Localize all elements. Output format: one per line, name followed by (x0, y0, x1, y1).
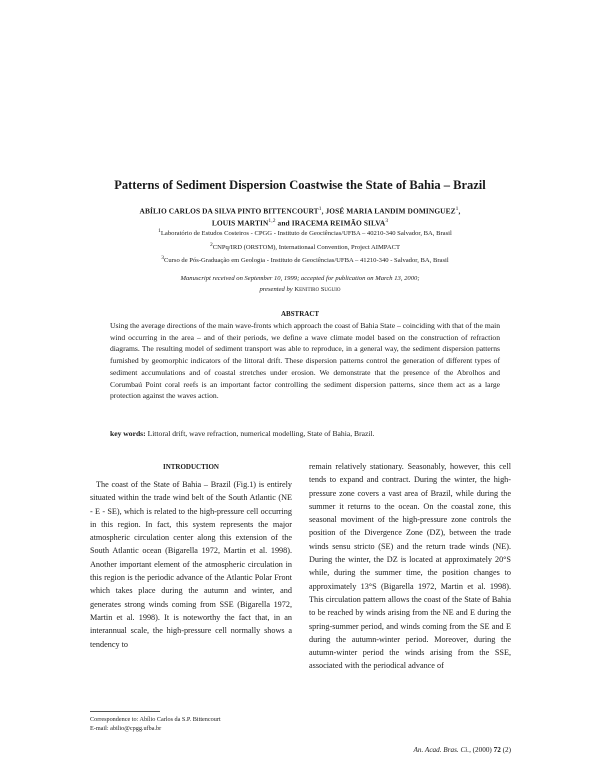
author-name: ABÍLIO CARLOS DA SILVA PINTO BITTENCOURT (139, 206, 319, 216)
volume-number: 72 (493, 746, 501, 754)
correspondence-footnote: Correspondence to: Abílio Carlos da S.P. Bittencourt (90, 716, 221, 723)
paper-title: Patterns of Sediment Dispersion Coastwise the State of Bahia – Brazil (114, 178, 486, 192)
abstract-heading: ABSTRACT (280, 310, 320, 318)
manuscript-dates (100, 274, 500, 295)
body-column-left (90, 478, 292, 651)
affiliation-line: $^3$Curso de Pós-Graduação em Geologia - Instituto de Geociências/UFBA – 41210-340 - Salvador, BA, Brasil (161, 255, 449, 265)
footnote-rule (90, 711, 160, 712)
affiliation-line: $^1$Laboratório de Estudos Costeiros - CPGG - Instituto de Geociências/UFBA – 40210-340 Salvador, BA, Brasil (158, 228, 452, 238)
intro-paragraph-left: The coast of the State of Bahia – Brazil (Fig.1) is entirely situated within the trade wind belt of the South Atlantic (NE - E - SE), which is related to the high-pressure cell occurring in this region. In fact, this system represents the major atmospheric circulation center along this extension of the South Atlantic ocean (Bigarella 1972, Martin et al. 1998). Another important element of the atmospheric circulation in this region is the periodic advance of the Atlantic Polar Front which takes place during the autumn and winter, and generates strong winds coming from SSE (Bigarella 1972, Martin et al. 1998). It is noteworthy the fact that, in an interannual scale, the high-pressure cell normally shows a tendency to (90, 480, 292, 649)
journal-citation: An. Acad. Bras. Ci., (2000) 72 (2) (413, 746, 511, 754)
author-affil-mark: 1,2 (268, 218, 276, 225)
author-list: ABÍLIO CARLOS DA SILVA PINTO BITTENCOURT$^1$, JOSÉ MARIA LANDIM DOMINGUEZ$^1$, LOUIS MARTIN$^{1,2}$ and IRACEMA REIMÃO SILVA$^3$ (139, 206, 461, 228)
keywords-text: Littoral drift, wave refraction, numerical modelling, State of Bahia, Brazil. (147, 429, 375, 438)
keywords-label: key words: (110, 429, 146, 438)
author-affil-mark: 3 (385, 218, 389, 225)
author-name: JOSÉ MARIA LANDIM DOMINGUEZ (325, 206, 456, 216)
affiliation-line: $^2$CNPq/IRD (ORSTOM), Internationaal Convention, Project AIMPACT (209, 241, 401, 251)
author-name: IRACEMA REIMÃO SILVA (291, 218, 386, 228)
abstract-text: Using the average directions of the main wave-fronts which approach the coast of Bahia State – coinciding with that of the main wind occurring in the area – and of their periods, we define a wave climate model based on the construction of refraction diagrams. The resulting model of sediment transport was able to reproduce, in a general way, the sediment dispersion patterns furnished by geomorphic indicators of the littoral drift. These dispersion patterns control the generation of different types of sediment accumulations and of coastal stretches under erosion. We demonstrate that the presence of the Abrolhos and Corumbaú Point coral reefs is an important factor controlling the sediment dispersion patterns, since them act as a large protection against the waves action. (110, 321, 500, 401)
introduction-heading: INTRODUCTION (162, 463, 219, 471)
presented-by-line: presented by Kenitiro Suguio (259, 285, 341, 293)
author-affil-mark: 1 (318, 206, 322, 212)
received-line: Manuscript received on September 10, 1999; accepted for publication on March 13, 2000; (180, 275, 420, 282)
journal-name: An. Acad. Bras. Ci. (413, 746, 470, 754)
email-footnote: E-mail: abilio@cpgg.ufba.br (90, 725, 162, 732)
author-name: LOUIS MARTIN (211, 218, 269, 228)
keywords (110, 428, 500, 440)
presenter-name: Kenitiro Suguio (294, 285, 341, 293)
body-column-right: remain relatively stationary. Seasonably, however, this cell tends to expand and contract. During the winter, the high-pressure zone covers a vast area of Brazil, while during the summer it returns to the ocean. On the coastal zone, this seasonal moviment of the high-pressure zone controls the position of the Divergence Zone (DZ), between the trade winds sensu stricto (SE) and the return trade winds (NE). During the winter, the DZ is located at approximately 20°S while, during the summer time, the position changes to approximately 13°S (Bigarella 1972, Martin et al. 1998). This circulation pattern allows the coast of the State of Bahia to be reached by winds arising from the NE and E during the spring-summer period, and winds coming from the SE and E during the autumn-winter period. Moreover, during the autumn-winter period the winds arising from the SSE, associated with the periodical advance of (309, 462, 511, 671)
affiliations (110, 226, 500, 267)
author-affil-mark: 1 (455, 206, 459, 212)
